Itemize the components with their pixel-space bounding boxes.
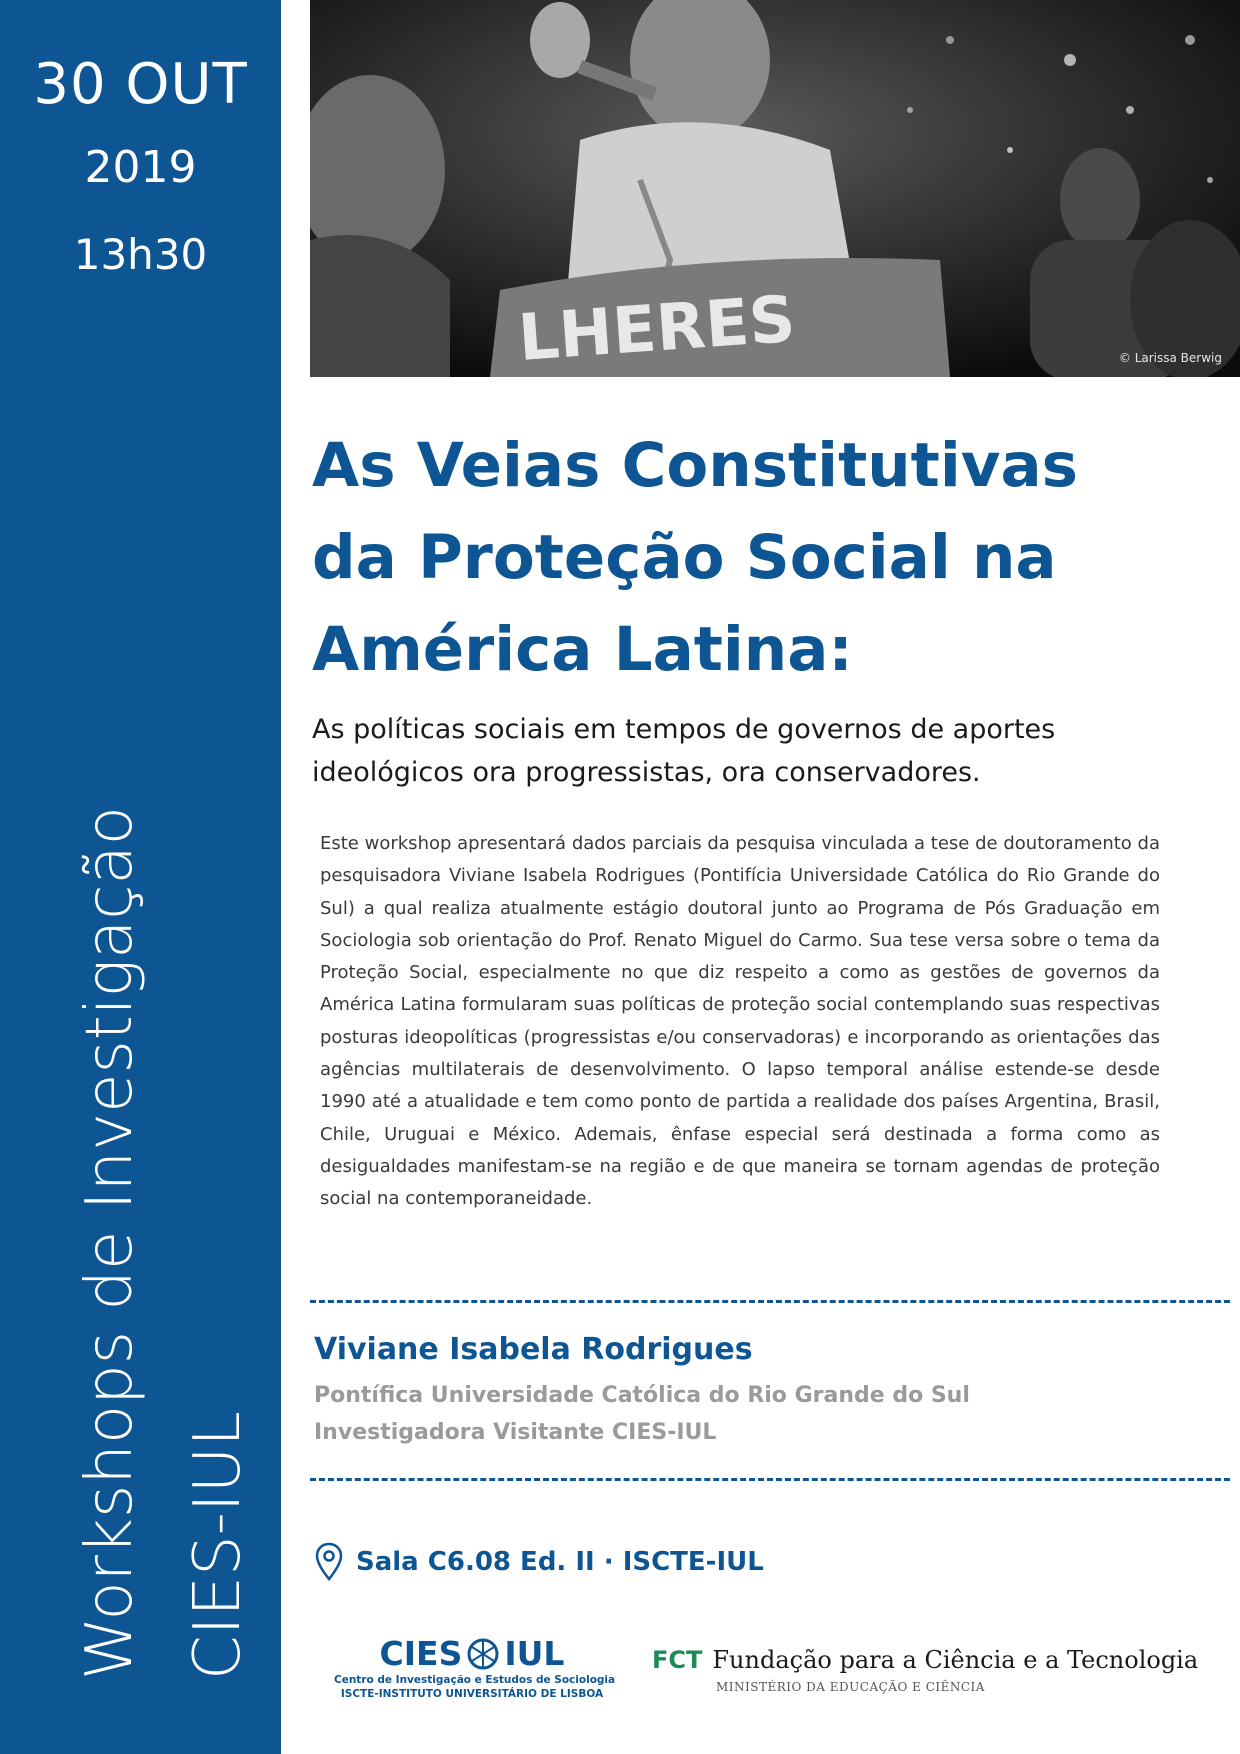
cies-logo-left: CIES	[379, 1634, 463, 1673]
fct-name: Fundação para a Ciência e a Tecnologia	[712, 1646, 1199, 1674]
speaker-role: Investigadora Visitante CIES-IUL	[314, 1420, 717, 1445]
page-title	[312, 420, 1212, 696]
series-title-line1: Workshops de Investigação	[73, 806, 147, 1680]
globe-icon	[466, 1637, 500, 1671]
fct-mark: FCT	[652, 1646, 703, 1674]
abstract-text: Este workshop apresentará dados parciais da pesquisa vinculada a tese de doutoramento da pesquisadora Viviane Isabela Rodrigues (Pontifícia Universidade Católica do Rio Grande do Sul) a qual realiza atualmente estágio doutoral junto ao Programa de Pós Graduação em Sociologia sob orientação do Prof. Renato Miguel do Carmo. Sua tese versa sobre o tema da Proteção Social, especialmente no que diz respeito a como as gestões de governos da América Latina formularam suas políticas de proteção social contemplando suas respectivas posturas ideopolíticas (progressistas e/ou conservadoras) e incorporando as orientações das agências multilaterais de desenvolvimento. O lapso temporal análise estende-se desde 1990 até a atualidade e tem como ponto de partida a realidade dos países Argentina, Brasil, Chile, Uruguai e México. Ademais, ênfase especial será destinada a forma como as desigualdades manifestam-se na região e de que maneira se tornam agendas de proteção social na contemporaneidade.	[320, 833, 1160, 1210]
cies-logo-right: IUL	[504, 1634, 565, 1673]
event-location	[314, 1540, 764, 1584]
fct-logo	[652, 1646, 1199, 1694]
subtitle-line2: ideológicos ora progressistas, ora conservadores.	[312, 757, 981, 788]
cies-logo-line1: Centro de Investigação e Estudos de Sociologia	[334, 1674, 616, 1686]
page-subtitle	[312, 708, 1212, 794]
location-text: Sala C6.08 Ed. II · ISCTE-IUL	[356, 1547, 764, 1577]
event-year: 2019	[84, 142, 197, 193]
divider-top	[310, 1300, 1230, 1303]
speaker-affiliation: Pontífica Universidade Católica do Rio Grande do Sul	[314, 1383, 970, 1408]
title-line3: América Latina:	[312, 614, 853, 685]
speaker-name: Viviane Isabela Rodrigues	[314, 1332, 753, 1367]
sign-text: LHERES	[515, 282, 798, 376]
protest-photo	[310, 0, 1240, 377]
sidebar	[0, 0, 281, 1754]
event-date: 30 OUT	[33, 52, 248, 117]
cies-iul-logo	[334, 1634, 616, 1705]
series-title	[56, 806, 272, 1680]
cies-logo-line2: ISCTE-INSTITUTO UNIVERSITÁRIO DE LISBOA	[340, 1688, 604, 1700]
title-line2: da Proteção Social na	[312, 522, 1057, 593]
divider-bottom	[310, 1478, 1230, 1481]
subtitle-line1: As políticas sociais em tempos de governos de aportes	[312, 714, 1056, 745]
header-photo	[310, 0, 1240, 377]
photo-credit: © Larissa Berwig	[1118, 351, 1222, 365]
title-line1: As Veias Constitutivas	[312, 430, 1078, 501]
series-title-line2: CIES-IUL	[181, 1410, 255, 1680]
map-pin-icon	[314, 1542, 344, 1582]
fct-ministry: MINISTÉRIO DA EDUCAÇÃO E CIÊNCIA	[716, 1680, 985, 1694]
event-time: 13h30	[73, 230, 208, 279]
